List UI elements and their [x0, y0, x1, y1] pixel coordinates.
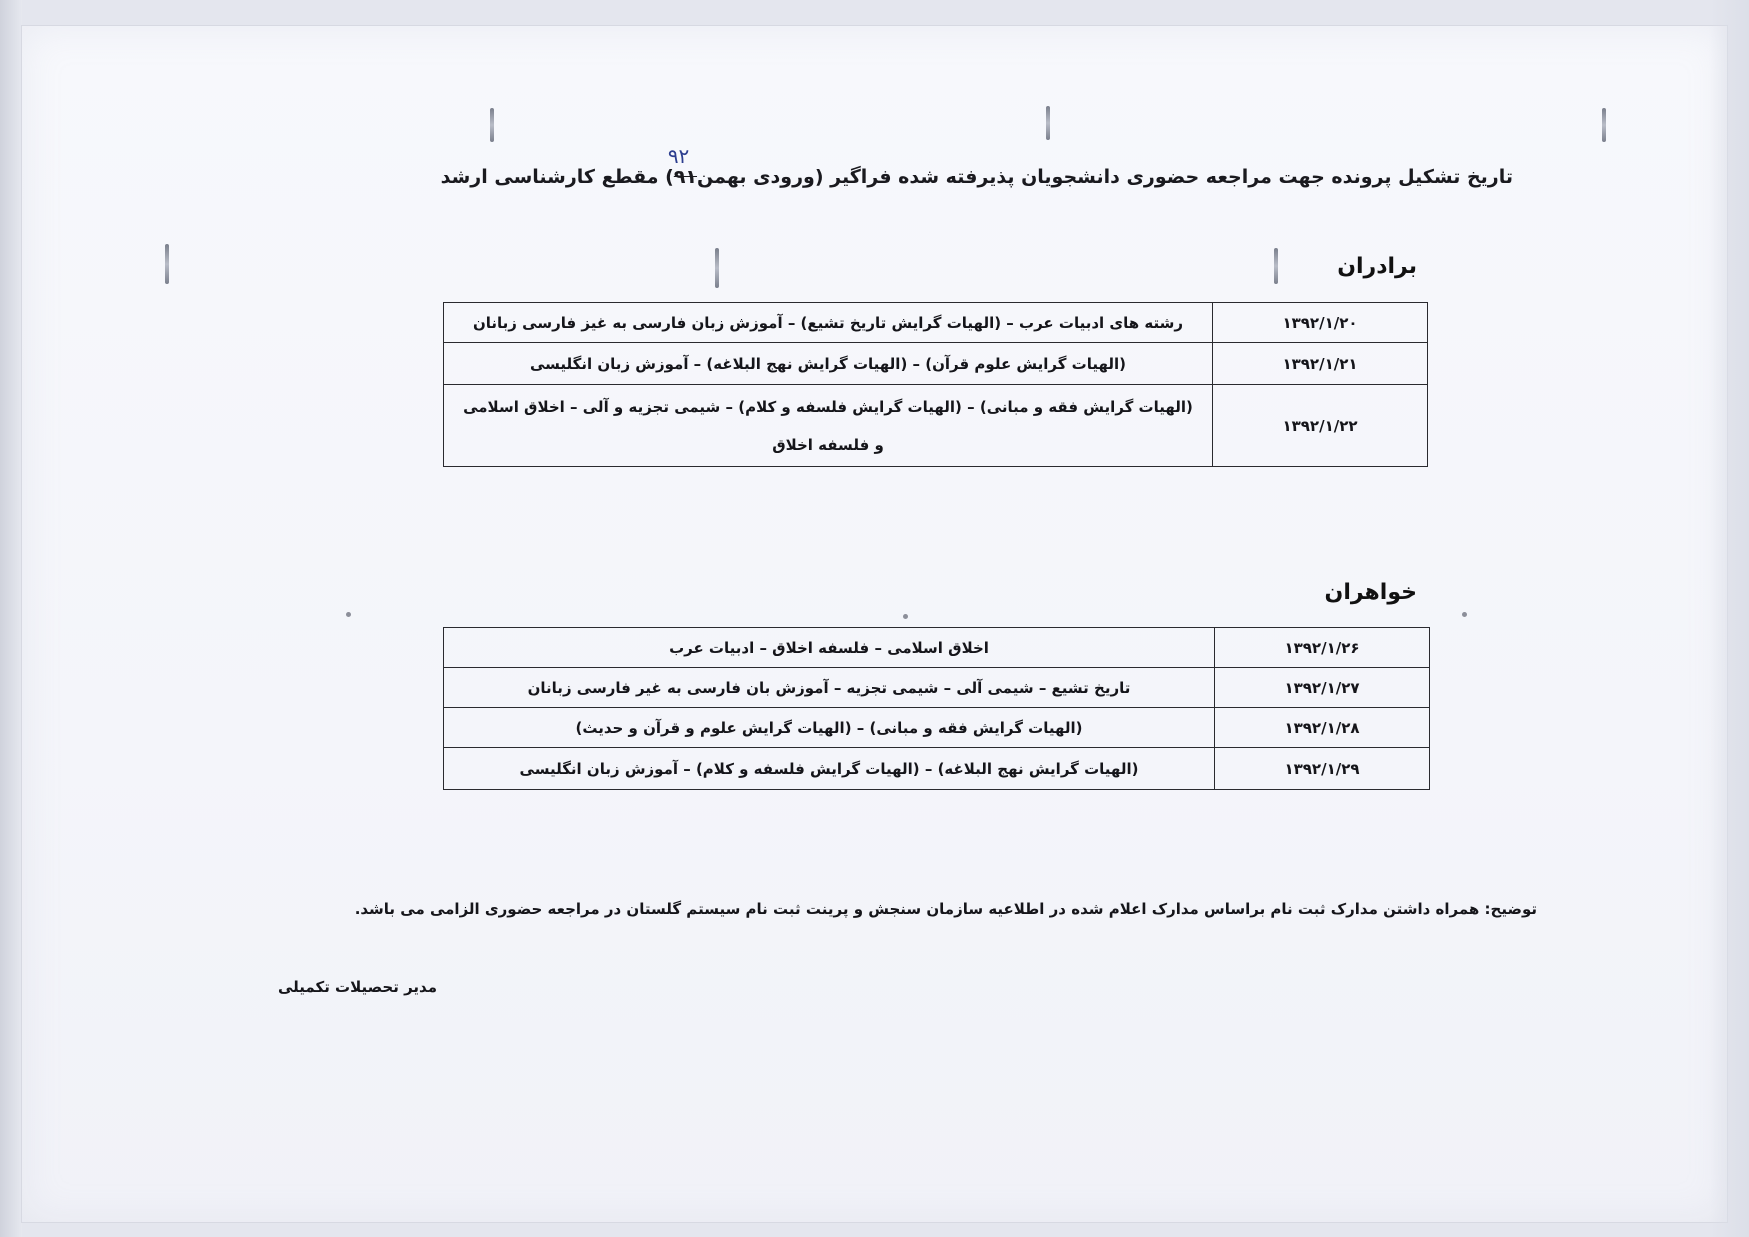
staple-mark — [1602, 108, 1606, 142]
fields-cell: اخلاق اسلامی – فلسفه اخلاق – ادبیات عرب — [444, 628, 1215, 668]
staple-mark — [1274, 248, 1278, 284]
table-row — [444, 385, 1428, 467]
note-paragraph: توضیح: همراه داشتن مدارک ثبت نام براساس مدارک اعلام شده در اطلاعیه سازمان سنجش و پرینت ثبت نام سیستم گلستان در مراجعه حضوری الزامی می باشد. — [354, 900, 1537, 918]
sisters-heading: خواهران — [1324, 580, 1417, 605]
document-page — [22, 26, 1727, 1222]
fields-cell: (الهیات گرایش علوم قرآن) – (الهیات گرایش نهج البلاغه) – آموزش زبان انگلیسی — [444, 343, 1213, 385]
brothers-heading: برادران — [1337, 254, 1417, 279]
document-title — [440, 144, 1513, 188]
table-row — [444, 303, 1428, 343]
title-text-start: تاریخ تشکیل پرونده جهت مراجعه حضوری دانشجویان پذیرفته شده فراگیر (ورودی بهمن — [697, 166, 1513, 188]
signature-title: مدیر تحصیلات تکمیلی — [278, 978, 438, 996]
handwritten-year: ۹۲ — [667, 144, 690, 168]
staple-mark — [165, 244, 169, 284]
sisters-schedule-table — [443, 627, 1430, 790]
table-row — [444, 748, 1430, 790]
table-row — [444, 668, 1430, 708]
date-cell: ۱۳۹۲/۱/۲۹ — [1215, 748, 1430, 790]
scan-left-edge — [0, 0, 22, 1237]
table-row — [444, 708, 1430, 748]
date-cell: ۱۳۹۲/۱/۲۷ — [1215, 668, 1430, 708]
staple-mark — [1046, 106, 1050, 140]
fields-cell: تاریخ تشیع – شیمی آلی – شیمی تجزیه – آموزش بان فارسی به غیر فارسی زبانان — [444, 668, 1215, 708]
fields-cell: (الهیات گرایش فقه و مبانی) – (الهیات گرایش علوم و قرآن و حدیث) — [444, 708, 1215, 748]
staple-mark — [715, 248, 719, 288]
struck-year: ۹۱ — [673, 166, 698, 188]
table-row — [444, 343, 1428, 385]
date-cell: ۱۳۹۲/۱/۲۲ — [1213, 385, 1428, 467]
year-correction — [667, 144, 698, 188]
fields-cell: (الهیات گرایش فقه و مبانی) – (الهیات گرایش فلسفه و کلام) – شیمی تجزیه و آلی – اخلاق اسلامی و فلسفه اخلاق — [444, 385, 1213, 467]
table-row — [444, 628, 1430, 668]
date-cell: ۱۳۹۲/۱/۲۶ — [1215, 628, 1430, 668]
staple-mark — [490, 108, 494, 142]
fields-cell: رشته های ادبیات عرب – (الهیات گرایش تاریخ تشیع) – آموزش زبان فارسی به غیز فارسی زبانان — [444, 303, 1213, 343]
date-cell: ۱۳۹۲/۱/۲۸ — [1215, 708, 1430, 748]
date-cell: ۱۳۹۲/۱/۲۱ — [1213, 343, 1428, 385]
fields-cell: (الهیات گرایش نهج البلاغه) – (الهیات گرایش فلسفه و کلام) – آموزش زبان انگلیسی — [444, 748, 1215, 790]
brothers-schedule-table — [443, 302, 1428, 467]
date-cell: ۱۳۹۲/۱/۲۰ — [1213, 303, 1428, 343]
scan-speck — [903, 614, 908, 619]
scan-speck — [346, 612, 351, 617]
scan-speck — [1462, 612, 1467, 617]
title-text-end: ) مقطع کارشناسی ارشد — [440, 166, 674, 188]
scan-right-edge — [1709, 0, 1749, 1237]
